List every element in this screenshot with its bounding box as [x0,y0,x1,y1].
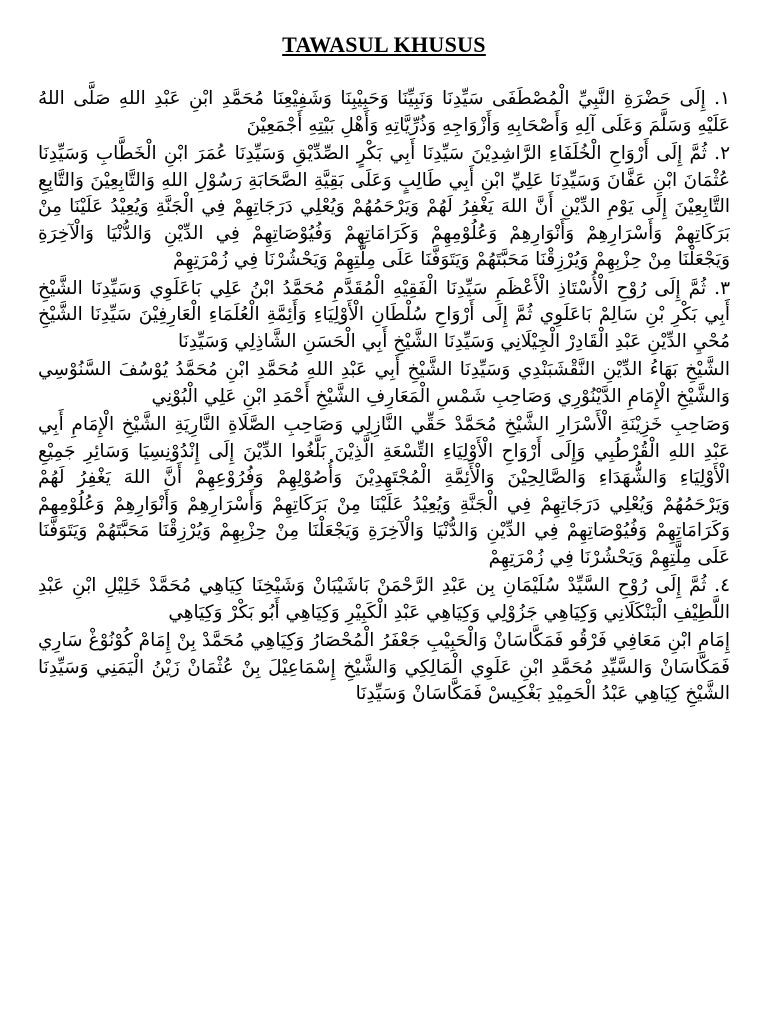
document-page [38,28,730,1018]
paragraph-3-continued-2: وَصَاحِبِ خَزِيْنَةِ الْأَسْرَارِ الشَّيْخِ مُحَمَّدْ حَقِّي النَّازِلِي وَصَاحِبِ الصَّلَاةِ النَّارِيَةِ الشَّيْخِ الْإِمَامِ أَبِي عَبْدِ اللهِ الْقُرْطُبِي وَإِلَى أَرْوَاحِ الْأَوْلِيَاءِ التِّسْعَةِ الَّذِيْنَ بَلَّغُوا الدِّيْنَ إِلَى إِنْدُوْنِسِيَا وَسَائِرِ جَمِيْعِ الْأَوْلِيَاءِ وَالشُّهَدَاءِ وَالصَّالِحِيْنَ وَالْأَئِمَّةِ الْمُجْتَهِدِيْنَ وَأُصُوْلِهِمْ وَفُرُوْعِهِمْ أَنَّ اللهَ يَغْفِرُ لَهُمْ وَيَرْحَمُهُمْ وَيُعْلِي دَرَجَاتِهِمْ فِي الْجَنَّةِ وَيُعِيْدُ عَلَيْنَا مِنْ بَرَكَاتِهِمْ وَأَسْرَارِهِمْ وَأَنْوَارِهِمْ وَعُلُوْمِهِمْ وَكَرَامَاتِهِمْ وَفُيُوْصَاتِهِمْ فِي الدِّيْنِ وَالدُّنْيَا وَالْآخِرَةِ وَيَجْعَلْنَا مِنْ حِزْبِهِمْ وَيُرْزِقْنَا مَحَبَّتَهُمْ وَيَتَوَفَّنَا عَلَى مِلَّتِهِمْ وَيَحْشُرْنَا فِي زُمْرَتِهِمْ [38,414,730,568]
paragraph-2: ٢. ثُمَّ إِلَى أَرْوَاحِ الْخُلَفَاءِ الرَّاشِدِيْنَ سَيِّدِنَا أَبِي بَكْرٍ الصِّدِّيْقِ وَسَيِّدِنَا عُمَرَ ابْنِ الْخَطَّابِ وَسَيِّدِنَا عُثْمَانَ ابْنِ عَفَّانَ وَسَيِّدِنَا عَلِيِّ ابْنِ أَبِي طَالِبٍ وَعَلَى بَقِيَّةِ الصَّحَابَةِ رَسُوْلِ اللهِ وَالتَّابِعِيْنَ وَالتَّابِعِ التَّابِعِيْنَ إِلَى يَوْمِ الدِّيْنِ أَنَّ اللهَ يَغْفِرُ لَهُمْ وَيَرْحَمُهُمْ وَيُعْلِي دَرَجَاتِهِمْ فِي الْجَنَّةِ وَيُعِيْدُ عَلَيْنَا مِنْ بَرَكَاتِهِمْ وَأَسْرَارِهِمْ وَأَنْوَارِهِمْ وَعُلُوْمِهِمْ وَكَرَامَاتِهِمْ وَفُيُوْصَاتِهِمْ فِي الدِّيْنِ وَالدُّنْيَا وَالْآخِرَةِ وَيَجْعَلْنَا مِنْ حِزْبِهِمْ وَيُرْزِقْنَا مَحَبَّتَهُمْ وَيَتَوَفَّنَا عَلَى مِلَّتِهِمْ وَيَحْشُرْنَا فِي زُمْرَتِهِمْ [38,143,730,270]
page-title: TAWASUL KHUSUS [282,32,486,57]
paragraph-4: ٤. ثُمَّ إِلَى رُوْحِ السَّيِّدْ سُلَيْمَانِ بِن عَبْدِ الرَّحْمَنْ بَاشَيْبَانْ وَشَيْخِنَا كِيَاهِي مُحَمَّدْ خَلِيْلِ ابْنِ عَبْدِ اللَّطِيْفِ الْبَنْكَلَانِي وَكِيَاهِي جَزُوْلِي وَكِيَاهِي عَبْدِ الْكَبِيْرِ وَكِيَاهِي أَبُو بَكْرْ وَكِيَاهِي [38,575,730,623]
paragraph-4-continued: إِمَامِ ابْنِ مَعَافِي فَرْقُو فَمَكَّاسَانْ وَالْحَبِيْبِ جَعْفَرُ الْمُحْصَارُ وَكِيَاهِي مُحَمَّدْ بِنْ إِمَامْ كُوْنُوْغْ سَارِي فَمَكَّاسَانْ وَالسَّيِّدِ مُحَمَّدِ ابْنِ عَلَوِي الْمَالِكِي وَالشَّيْخِ إِسْمَاعِيْلَ بِنْ عُثْمَانْ زَيْنُ الْيَمَنِي وَسَيِّدِنَا الشَّيْخِ كِيَاهِي عَبْدُ الْحَمِيْدِ بَغْكِيسْ فَمَكَّاسَانْ وَسَيِّدِنَا [38,630,730,704]
paragraph-1: ١. إِلَى حَضْرَةِ النَّبِيِّ الْمُصْطَفَى سَيِّدِنَا وَنَبِيِّنَا وَحَبِيْبِنَا وَشَفِيْعِنَا مُحَمَّدِ ابْنِ عَبْدِ اللهِ صَلَّى اللهُ عَلَيْهِ وَسَلَّمَ وَعَلَى آلِهِ وَأَصْحَابِهِ وَأَزْوَاجِهِ وَذُرِّيَّاتِهِ وَأَهْلِ بَيْتِهِ أَجْمَعِيْنَ [38,88,730,136]
paragraph-3-continued: الشَّيْخِ بَهَاءُ الدِّيْنِ النَّقْشَبَنْدِي وَسَيِّدِنَا الشَّيْخِ أَبِي عَبْدِ اللهِ مُحَمَّدِ ابْنِ مُحَمَّدُ يُوْسُفَ السَّنُوْسِي وَالشَّيْخِ الْإِمَامِ الدَّيْنُوْرِي وَصَاحِبِ شَمْسِ الْمَعَارِفِ الشَّيْخِ أَحْمَدِ ابْنِ عَلِي الْبُوْنِي [38,359,730,407]
paragraph-3: ٣. ثُمَّ إِلَى رُوْحِ الْأُسْتَاذِ الْأَعْظَمِ سَيِّدِنَا الْفَقِيْهِ الْمُقَدَّمِ مُحَمَّدُ ابْنُ عَلِي بَاعَلَوِي وَسَيِّدِنَا الشَّيْخِ أَبِي بَكْرِ بْنِ سَالِمْ بَاعَلَوِي ثُمَّ إِلَى أَرْوَاحِ سُلْطَانِ الْأَوْلِيَاءِ وَأَئِمَّةِ الْعُلَمَاءِ الْعَارِفِيْنَ سَيِّدِنَا الشَّيْخِ مُحْيِ الدِّيْنِ عَبْدِ الْقَادِرْ الْجِيْلَانِي وَسَيِّدِنَا الشَّيْخِ أَبِي الْحَسَنِ الشَّاذِلِي وَسَيِّدِنَا [38,277,730,352]
